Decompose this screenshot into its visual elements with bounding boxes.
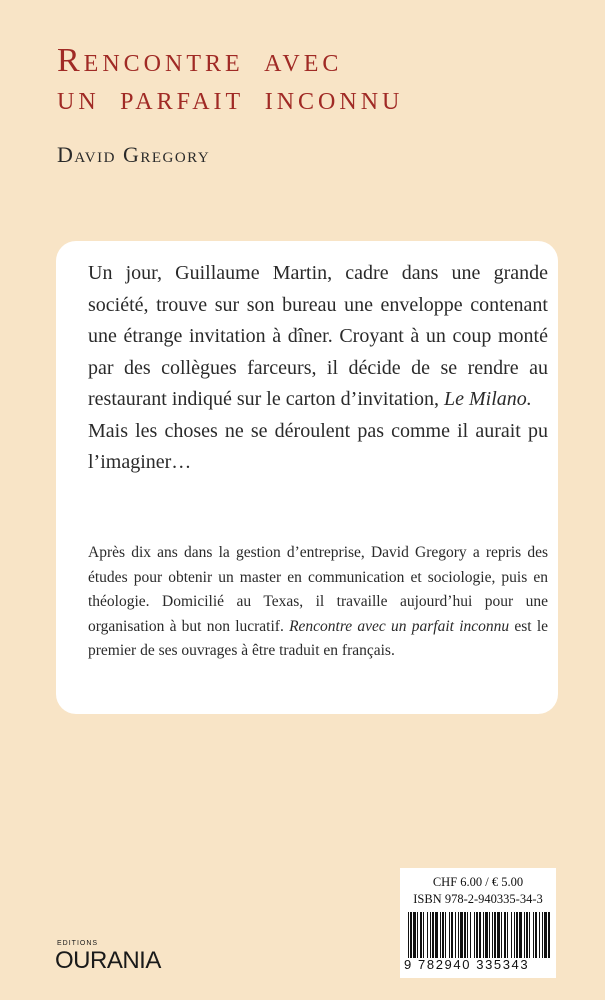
synopsis-text bbox=[88, 258, 548, 479]
barcode-panel bbox=[400, 868, 556, 978]
synopsis-paragraph-1 bbox=[88, 258, 548, 416]
author-bio bbox=[88, 541, 548, 664]
barcode-icon bbox=[408, 912, 550, 958]
synopsis-paragraph-2: Mais les choses ne se déroulent pas comme il aurait pu l’imaginer… bbox=[88, 419, 548, 473]
synopsis-p1-text: Un jour, Guillaume Martin, cadre dans une grande société, trouve sur son bureau une enveloppe contenant une étrange invitation à dîner. Croyant à un coup monté par des collègues farceurs, il décide de se rendre au restaurant indiqué sur le carton d’invitation, bbox=[88, 262, 548, 410]
bio-text-start: Après dix ans dans la gestion d’entreprise, David Gregory a repris des études pour obtenir un master en communication et sociologie, puis en théologie. Domicilié au Texas, il travaille aujourd’hui pour une organisation à but non lucratif. bbox=[88, 544, 548, 635]
publisher-label: EDITIONS bbox=[57, 940, 99, 947]
price-label: CHF 6.00 / € 5.00 bbox=[432, 875, 524, 889]
publisher-name: OURANIA bbox=[55, 947, 161, 974]
title-line-1: Rencontre avec bbox=[57, 42, 343, 79]
barcode-digits: 9 782940 335343 bbox=[404, 957, 530, 972]
title-line-2: un parfait inconnu bbox=[57, 80, 404, 117]
book-title bbox=[57, 42, 403, 118]
bio-text-end: est le premier de ses ouvrages à être traduit en français. bbox=[88, 617, 549, 659]
restaurant-name: Le Milano. bbox=[444, 388, 532, 410]
author-name: David Gregory bbox=[57, 142, 211, 167]
isbn-label: ISBN 978-2-940335-34-3 bbox=[413, 892, 543, 906]
bio-book-title: Rencontre avec un parfait inconnu bbox=[289, 617, 510, 635]
